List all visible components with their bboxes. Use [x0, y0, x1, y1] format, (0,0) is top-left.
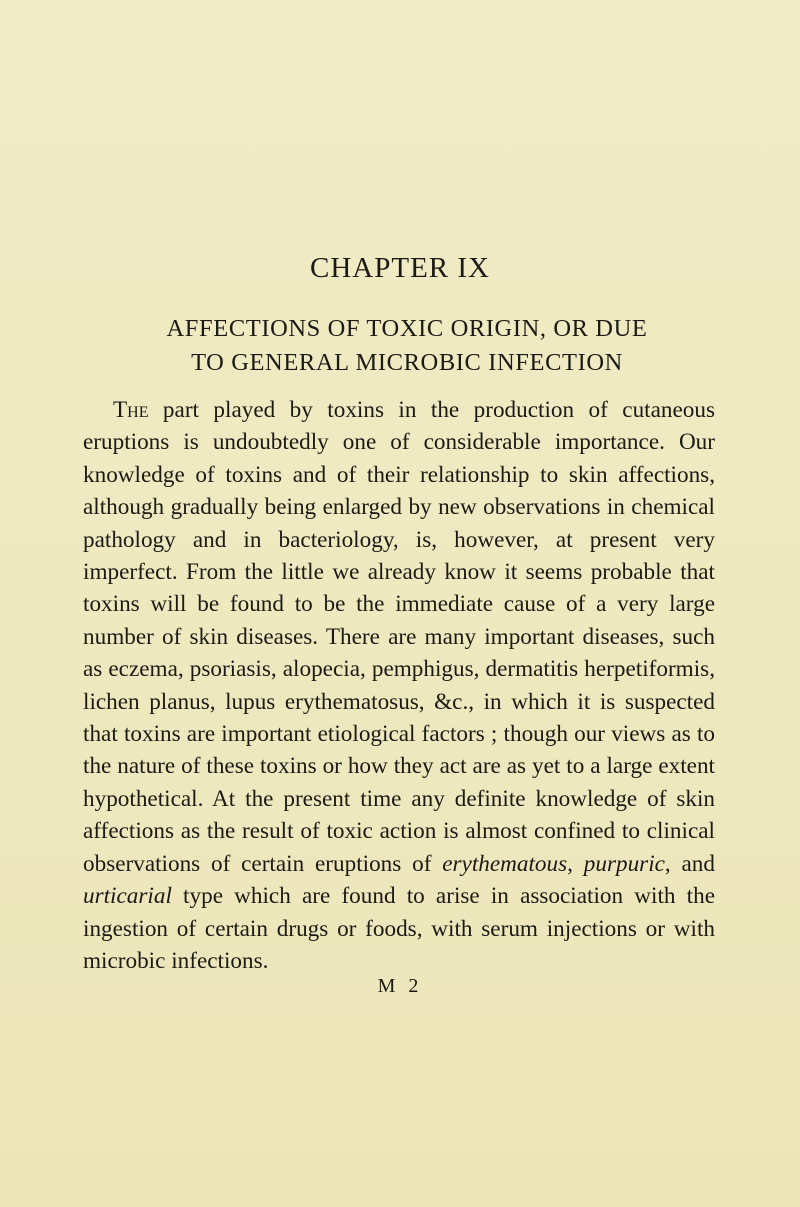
paragraph-text-4: type which are found to arise in association with the ingestion of certain drugs or foods, with serum injections or with microbic infections. — [83, 883, 715, 974]
body-paragraph — [83, 394, 715, 977]
paragraph-text-3: , and — [664, 850, 715, 877]
lead-word: The — [113, 397, 149, 423]
paragraph-text-2: , — [567, 850, 584, 877]
italic-term-urticarial: urticarial — [83, 883, 172, 910]
chapter-title-line-2: TO GENERAL MICROBIC INFECTION — [191, 349, 623, 376]
signature-mark: M 2 — [377, 975, 423, 997]
paragraph-text-1: part played by toxins in the production of cutaneous eruptions is undoubtedly one of considerable importance. Our knowledge of toxins and of their relationship to skin affections, although gradually being enlarged by new observations in chemical pathology and in bacteriology, is, however, at present very imperfect. From the little we already know it seems probable that toxins will be found to be the immediate cause of a very large number of skin diseases. There are many important diseases, such as eczema, psoriasis, alopecia, pemphigus, dermatitis herpetiformis, lichen planus, lupus erythematosus, &c., in which it is suspected that toxins are important etiological factors ; though our views as to the nature of these toxins or how they act are as yet to a large extent hypothetical. At the present time any definite knowledge of skin affections as the result of toxic action is almost confined to clinical observations of certain eruptions of — [83, 397, 715, 877]
chapter-heading: CHAPTER IX — [310, 252, 490, 284]
italic-term-erythematous: erythematous — [442, 850, 568, 877]
chapter-title-line-1: AFFECTIONS OF TOXIC ORIGIN, OR DUE — [166, 315, 648, 342]
italic-term-purpuric: purpuric — [583, 850, 665, 877]
chapter-title — [100, 312, 714, 380]
